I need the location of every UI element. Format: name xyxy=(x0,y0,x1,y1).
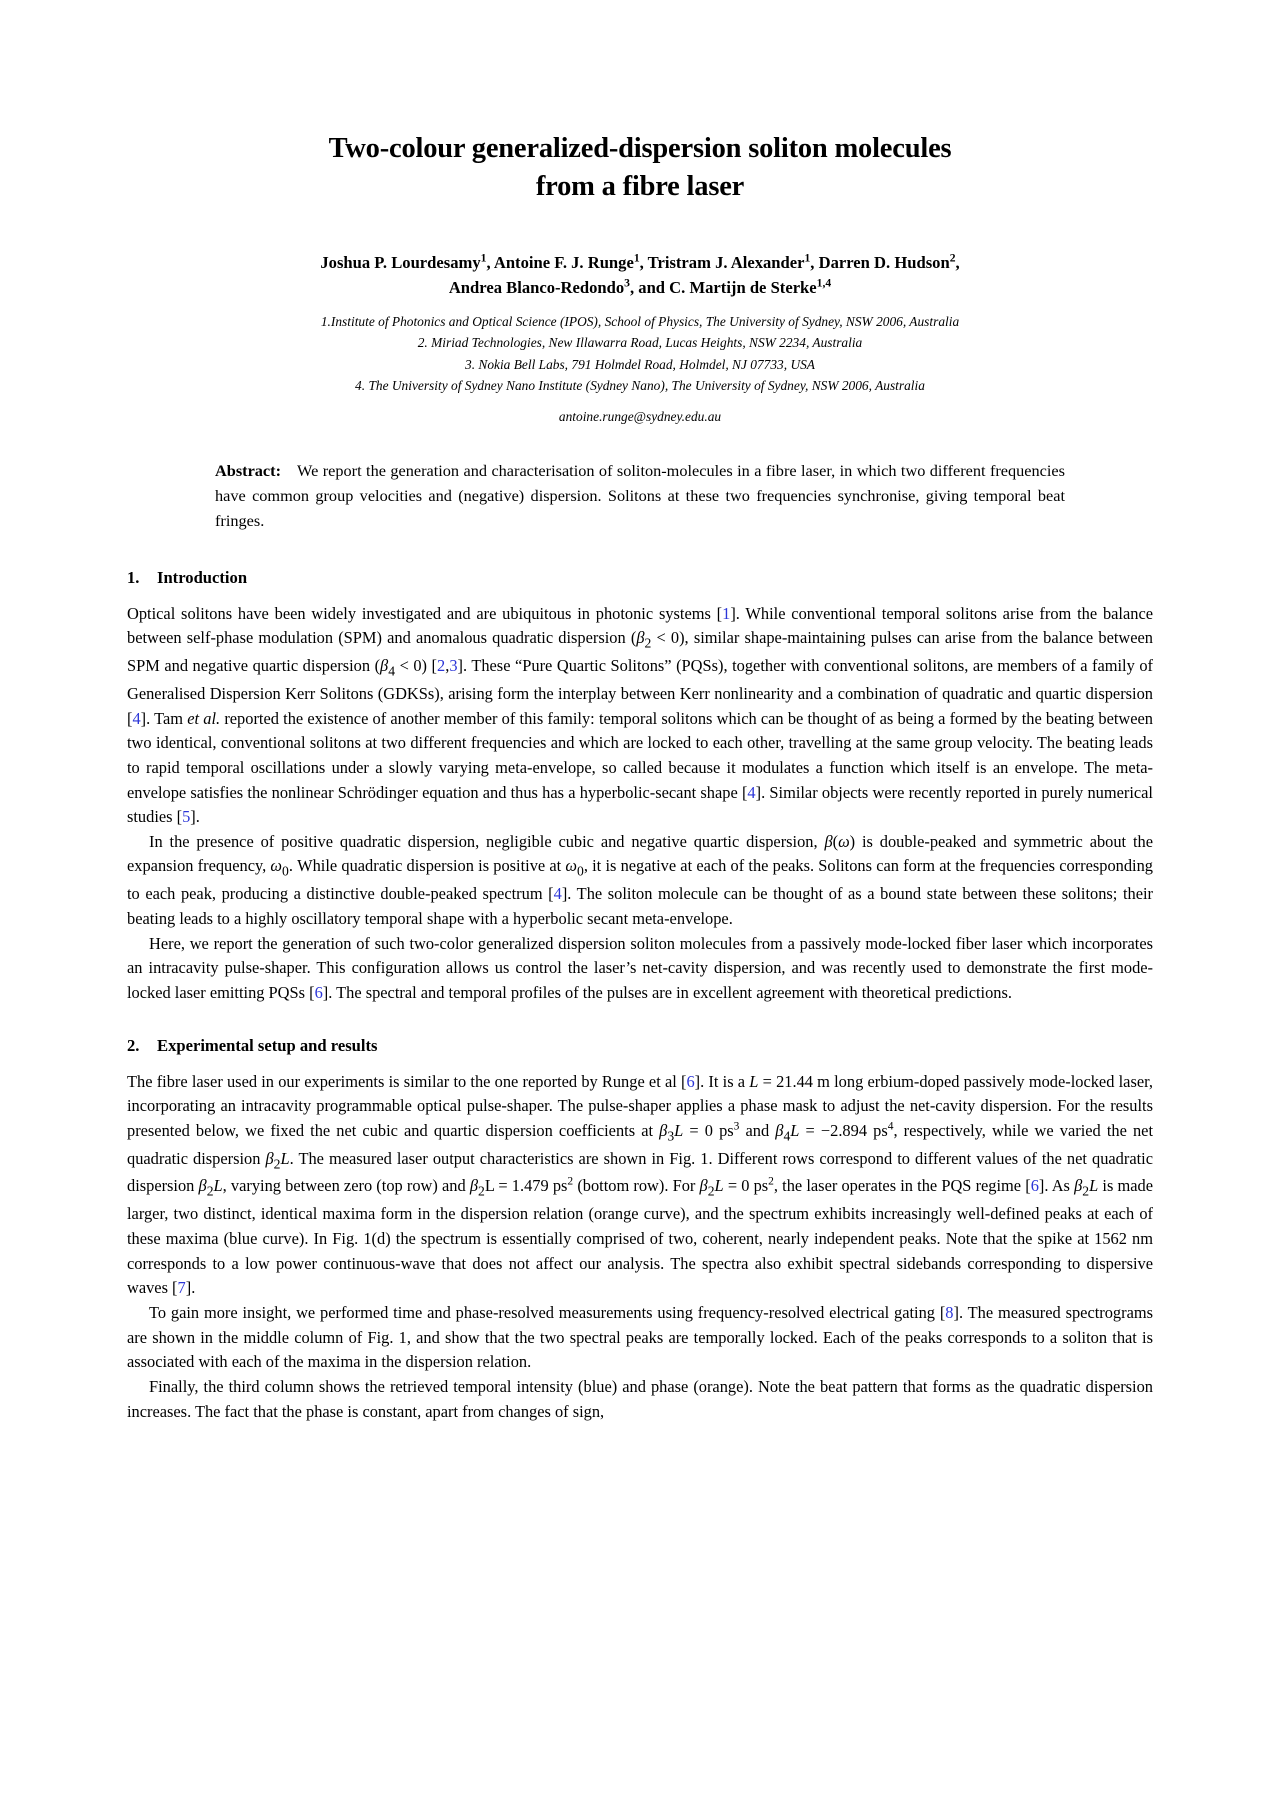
abstract-label: Abstract: xyxy=(215,460,282,480)
citation-1[interactable]: 1 xyxy=(722,603,731,623)
affiliation-3: 3. Nokia Bell Labs, 791 Holmdel Road, Holmdel, NJ 07733, USA xyxy=(465,356,815,372)
page-title xyxy=(127,130,1153,206)
citation-4[interactable]: 4 xyxy=(132,708,141,728)
corresponding-email[interactable]: antoine.runge@sydney.edu.au xyxy=(558,408,722,424)
section-heading-experimental xyxy=(127,1036,1153,1056)
citation-6[interactable]: 6 xyxy=(314,982,323,1002)
citation-5[interactable]: 5 xyxy=(182,807,191,827)
affiliation-2: 2. Miriad Technologies, New Illawarra Road, Lucas Heights, NSW 2234, Australia xyxy=(417,335,863,351)
citation-7[interactable]: 7 xyxy=(177,1278,186,1298)
abstract-block xyxy=(215,459,1065,534)
affiliation-1: 1.Institute of Photonics and Optical Science (IPOS), School of Physics, The University of Sydney, NSW 2006, Australia xyxy=(320,314,960,330)
citation-8[interactable]: 8 xyxy=(945,1302,954,1322)
paragraph-intro-2: In the presence of positive quadratic dispersion, negligible cubic and negative quartic dispersion, β(ω) is double-peaked and symmetric about the expansion frequency, $\omega_0$. While quadratic dispersion is positive at $\omega_0$, it is negative at each of the peaks. Solitons can form at the frequencies corresponding to each peak, producing a distinctive double-peaked spectrum [4]. The soliton molecule can be thought of as a bound state between these solitons; their beating leads to a highly oscillatory temporal shape with a hyperbolic secant meta-envelope. xyxy=(127,831,1153,928)
affiliation-4: 4. The University of Sydney Nano Institute (Sydney Nano), The University of Sydney, NSW 2006, Australia xyxy=(355,377,925,393)
page-content xyxy=(127,130,1153,1424)
citation-3[interactable]: 3 xyxy=(449,656,458,676)
paragraph-exp-2: To gain more insight, we performed time and phase-resolved measurements using frequency-resolved electrical gating [8]. The measured spectrograms are shown in the middle column of Fig. 1, and show that the two spectral peaks are temporally locked. Each of the peaks corresponds to a soliton that is associated with each of the maxima in the dispersion relation. xyxy=(127,1302,1153,1372)
affiliation-list xyxy=(127,311,1153,396)
title-line-1: Two-colour generalized-dispersion soliton molecules xyxy=(328,133,952,164)
author-list xyxy=(127,250,1153,300)
paragraph-exp-3: Finally, the third column shows the retrieved temporal intensity (blue) and phase (orange). Note the beat pattern that forms as the quadratic dispersion increases. The fact that the phase is constant, apart from changes of sign, xyxy=(127,1376,1153,1421)
section-heading-introduction xyxy=(127,568,1153,588)
author-line-1: Joshua P. Lourdesamy$^1$, Antoine F. J. Runge$^1$, Tristram J. Alexander$^1$, Darren D. Hudson$^2$, xyxy=(320,251,960,272)
section-number-1: 1. xyxy=(127,567,140,587)
citation-4c[interactable]: 4 xyxy=(553,884,562,904)
title-line-2: from a fibre laser xyxy=(535,170,745,202)
author-line-2: Andrea Blanco-Redondo$^3$, and C. Martijn de Sterke$^{1,4}$ xyxy=(448,276,832,297)
paragraph-intro-1: Optical solitons have been widely investigated and are ubiquitous in photonic systems [1]. While conventional temporal solitons arise from the balance between self-phase modulation (SPM) and anomalous quadratic dispersion $(\beta_2 < 0)$, similar shape-maintaining pulses can arise from the balance between SPM and negative quartic dispersion $(\beta_4 < 0)$ [2,3]. These “Pure Quartic Solitons” (PQSs), together with conventional solitons, are members of a family of Generalised Dispersion Kerr Solitons (GDKSs), arising form the interplay between Kerr nonlinearity and a combination of quadratic and quartic dispersion [4]. Tam et al. reported the existence of another member of this family: temporal solitons which can be thought of as being a formed by the beating between two identical, conventional solitons at two different frequencies and which are locked to each other, travelling at the same group velocity. The beating leads to rapid temporal oscillations under a slowly varying meta-envelope, so called because it modulates a function which itself is an envelope. The meta-envelope satisfies the nonlinear Schrödinger equation and thus has a hyperbolic-secant shape [4]. Similar objects were recently reported in purely numerical studies [5]. xyxy=(127,603,1153,827)
section-number-2: 2. xyxy=(127,1035,140,1055)
citation-6b[interactable]: 6 xyxy=(686,1071,695,1091)
paragraph-intro-3: Here, we report the generation of such two-color generalized dispersion soliton molecules from a passively mode-locked fiber laser which incorporates an intracavity pulse-shaper. This configuration allows us control the laser’s net-cavity dispersion, and was recently used to demonstrate the first mode-locked laser emitting PQSs [6]. The spectral and temporal profiles of the pulses are in excellent agreement with theoretical predictions. xyxy=(127,933,1153,1002)
citation-6c[interactable]: 6 xyxy=(1030,1176,1039,1196)
citation-4b[interactable]: 4 xyxy=(747,782,756,802)
paragraph-exp-1: The fibre laser used in our experiments is similar to the one reported by Runge et al [6]. It is a L = 21.44 m long erbium-doped passively mode-locked laser, incorporating an intracavity programmable optical pulse-shaper. The pulse-shaper applies a phase mask to adjust the net-cavity dispersion. For the results presented below, we fixed the net cubic and quartic dispersion coefficients at $\beta_3L = 0$ $ps^3$ and $\beta_4L = -2.894$ $ps^4$, respectively, while we varied the net quadratic dispersion $\beta_2L$. The measured laser output characteristics are shown in Fig. 1. Different rows correspond to different values of the net quadratic dispersion $\beta_2L$, varying between zero (top row) and $\beta_2L = 1.479$ $ps^2$ (bottom row). For $\beta_2L = 0$ $ps^2$, the laser operates in the PQS regime [6]. As $\beta_2L$ is made larger, two distinct, identical maxima form in the dispersion relation (orange curve), and the spectrum exhibits increasingly well-defined peaks at each of these maxima (blue curve). In Fig. 1(d) the spectrum is essentially comprised of two, coherent, nearly independent peaks. Note that the spike at 1562 nm corresponds to a low power continuous-wave that does not affect our analysis. The spectra also exhibit spectral sidebands corresponding to dispersive waves [7]. xyxy=(127,1071,1153,1298)
citation-2[interactable]: 2 xyxy=(437,656,446,676)
section-title-1: Introduction xyxy=(157,567,248,587)
section-title-2: Experimental setup and results xyxy=(157,1035,378,1055)
abstract-text: We report the generation and characterisation of soliton-molecules in a fibre laser, in which two different frequencies have common group velocities and (negative) dispersion. Solitons at these two frequencies synchronise, giving temporal beat fringes. xyxy=(215,460,1065,530)
